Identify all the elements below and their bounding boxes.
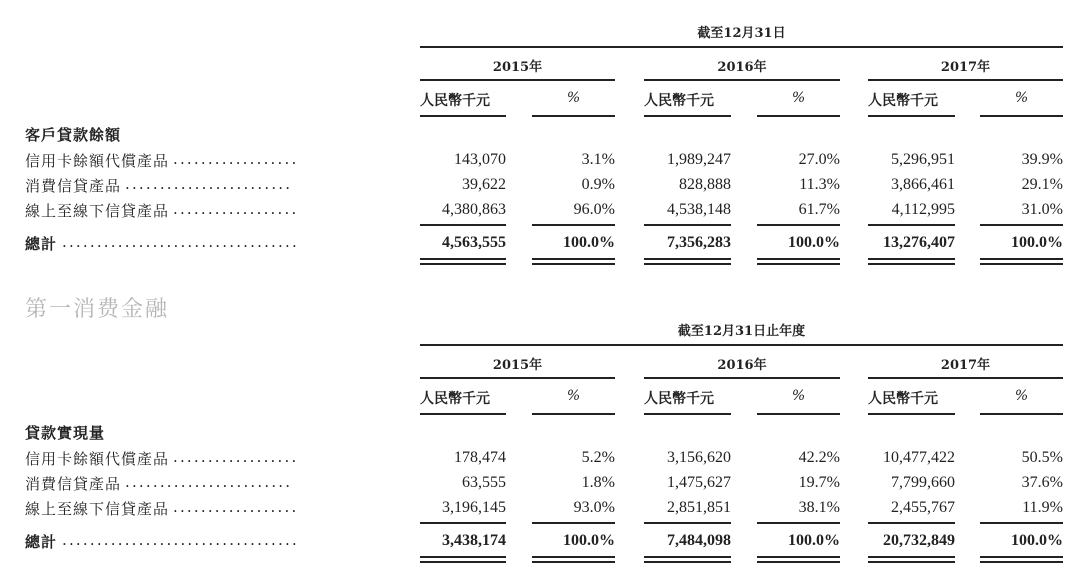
table-cell: 38.1%	[798, 499, 840, 516]
sub-header-rule	[868, 413, 955, 415]
year-header: 2015年	[492, 60, 543, 75]
section-title: 客戶貸款餘額	[25, 126, 122, 144]
table-cell: 2,851,851	[667, 499, 731, 516]
double-rule-bottom	[420, 263, 506, 265]
total-cell: 100.0%	[1011, 234, 1063, 251]
table-cell: 5,296,951	[891, 151, 955, 168]
period-header: 截至12月31日止年度	[677, 324, 806, 339]
table-cell: 63,555	[462, 474, 506, 491]
table-cell: 39,622	[462, 176, 506, 193]
table-cell: 4,538,148	[667, 201, 731, 218]
table-cell: 3,196,145	[442, 499, 506, 516]
row-label: 消費信貸產品	[25, 177, 122, 195]
row-label: 消費信貸產品	[25, 475, 122, 493]
sub-header-rule	[532, 115, 615, 117]
total-cell: 7,484,098	[667, 532, 731, 549]
subtotal-rule	[868, 522, 955, 524]
double-rule-bottom	[980, 561, 1063, 563]
year-header: 2015年	[492, 358, 543, 373]
total-cell: 13,276,407	[883, 234, 955, 251]
double-rule-bottom	[980, 263, 1063, 265]
leader-dots: ..................	[173, 200, 299, 218]
double-rule-top	[980, 258, 1063, 260]
year-rule	[644, 377, 840, 379]
total-cell: 20,732,849	[883, 532, 955, 549]
year-rule	[420, 79, 615, 81]
sub-header-rule	[757, 115, 840, 117]
sub-header: 人民幣千元	[644, 391, 714, 407]
sub-header: %	[566, 90, 581, 106]
leader-dots: ..................................	[62, 233, 299, 251]
total-cell: 100.0%	[563, 234, 615, 251]
total-label: 總計	[25, 235, 58, 253]
table-cell: 4,380,863	[442, 201, 506, 218]
table-cell: 93.0%	[573, 499, 615, 516]
subtotal-rule	[757, 522, 840, 524]
leader-dots: ........................	[125, 175, 293, 193]
leader-dots: ..................	[173, 150, 299, 168]
subtotal-rule	[980, 522, 1063, 524]
year-rule	[420, 377, 615, 379]
double-rule-top	[420, 258, 506, 260]
leader-dots: ..................................	[62, 531, 299, 549]
table-cell: 11.3%	[799, 176, 840, 193]
table-cell: 4,112,995	[891, 201, 955, 218]
table-cell: 828,888	[679, 176, 731, 193]
sub-header: %	[791, 388, 806, 404]
sub-header-rule	[644, 413, 731, 415]
sub-header-rule	[980, 413, 1063, 415]
table-cell: 1,475,627	[667, 474, 731, 491]
period-header: 截至12月31日	[697, 26, 786, 41]
double-rule-bottom	[532, 561, 615, 563]
sub-header: 人民幣千元	[644, 93, 714, 109]
total-cell: 100.0%	[1011, 532, 1063, 549]
subtotal-rule	[420, 522, 506, 524]
table-cell: 10,477,422	[883, 449, 955, 466]
sub-header-rule	[868, 115, 955, 117]
table-cell: 143,070	[454, 151, 506, 168]
period-rule	[420, 344, 1063, 346]
sub-header: 人民幣千元	[420, 391, 490, 407]
table-cell: 50.5%	[1021, 449, 1063, 466]
leader-dots: ..................	[173, 498, 299, 516]
double-rule-top	[644, 556, 731, 558]
table-cell: 3,866,461	[891, 176, 955, 193]
subtotal-rule	[757, 224, 840, 226]
sub-header: %	[1014, 90, 1029, 106]
double-rule-top	[757, 556, 840, 558]
table-cell: 96.0%	[573, 201, 615, 218]
table-cell: 31.0%	[1021, 201, 1063, 218]
row-label: 信用卡餘額代償產品	[25, 152, 170, 170]
total-cell: 100.0%	[788, 532, 840, 549]
table-cell: 42.2%	[798, 449, 840, 466]
table-cell: 1.8%	[581, 474, 615, 491]
year-rule	[644, 79, 840, 81]
table-cell: 3,156,620	[667, 449, 731, 466]
year-rule	[868, 377, 1063, 379]
double-rule-bottom	[757, 263, 840, 265]
double-rule-top	[757, 258, 840, 260]
sub-header-rule	[980, 115, 1063, 117]
table-cell: 19.7%	[798, 474, 840, 491]
table-cell: 5.2%	[581, 449, 615, 466]
subtotal-rule	[644, 522, 731, 524]
total-cell: 3,438,174	[442, 532, 506, 549]
table-cell: 3.1%	[581, 151, 615, 168]
table-cell: 178,474	[454, 449, 506, 466]
double-rule-bottom	[868, 263, 955, 265]
double-rule-bottom	[532, 263, 615, 265]
subtotal-rule	[532, 224, 615, 226]
double-rule-top	[868, 556, 955, 558]
table-cell: 0.9%	[581, 176, 615, 193]
watermark: 第一消费金融	[25, 297, 170, 322]
section-title: 貸款實現量	[25, 424, 106, 442]
year-header: 2016年	[717, 358, 767, 373]
subtotal-rule	[868, 224, 955, 226]
subtotal-rule	[980, 224, 1063, 226]
table-cell: 61.7%	[798, 201, 840, 218]
row-label: 線上至線下信貸產品	[25, 500, 170, 518]
sub-header-rule	[420, 413, 506, 415]
double-rule-top	[420, 556, 506, 558]
sub-header-rule	[757, 413, 840, 415]
double-rule-bottom	[420, 561, 506, 563]
subtotal-rule	[532, 522, 615, 524]
year-header: 2017年	[940, 358, 991, 373]
row-label: 線上至線下信貸產品	[25, 202, 170, 220]
year-header: 2017年	[940, 60, 991, 75]
subtotal-rule	[420, 224, 506, 226]
sub-header-rule	[420, 115, 506, 117]
table-cell: 39.9%	[1021, 151, 1063, 168]
leader-dots: ..................	[173, 448, 299, 466]
double-rule-top	[644, 258, 731, 260]
table-cell: 1,989,247	[667, 151, 731, 168]
total-cell: 100.0%	[788, 234, 840, 251]
double-rule-bottom	[757, 561, 840, 563]
sub-header: 人民幣千元	[868, 391, 938, 407]
sub-header-rule	[644, 115, 731, 117]
sub-header: 人民幣千元	[420, 93, 490, 109]
sub-header: %	[1014, 388, 1029, 404]
year-header: 2016年	[717, 60, 767, 75]
total-label: 總計	[25, 533, 58, 551]
sub-header-rule	[532, 413, 615, 415]
period-rule	[420, 46, 1063, 48]
leader-dots: ........................	[125, 473, 293, 491]
double-rule-bottom	[644, 263, 731, 265]
total-cell: 7,356,283	[667, 234, 731, 251]
sub-header: %	[566, 388, 581, 404]
double-rule-top	[532, 258, 615, 260]
double-rule-top	[868, 258, 955, 260]
year-rule	[868, 79, 1063, 81]
total-cell: 100.0%	[563, 532, 615, 549]
table-cell: 27.0%	[798, 151, 840, 168]
double-rule-top	[980, 556, 1063, 558]
table-cell: 7,799,660	[891, 474, 955, 491]
row-label: 信用卡餘額代償產品	[25, 450, 170, 468]
table-cell: 37.6%	[1021, 474, 1063, 491]
table-cell: 11.9%	[1022, 499, 1063, 516]
table-cell: 2,455,767	[891, 499, 955, 516]
sub-header: %	[791, 90, 806, 106]
table-cell: 29.1%	[1021, 176, 1063, 193]
double-rule-bottom	[644, 561, 731, 563]
double-rule-bottom	[868, 561, 955, 563]
subtotal-rule	[644, 224, 731, 226]
double-rule-top	[532, 556, 615, 558]
sub-header: 人民幣千元	[868, 93, 938, 109]
total-cell: 4,563,555	[442, 234, 506, 251]
